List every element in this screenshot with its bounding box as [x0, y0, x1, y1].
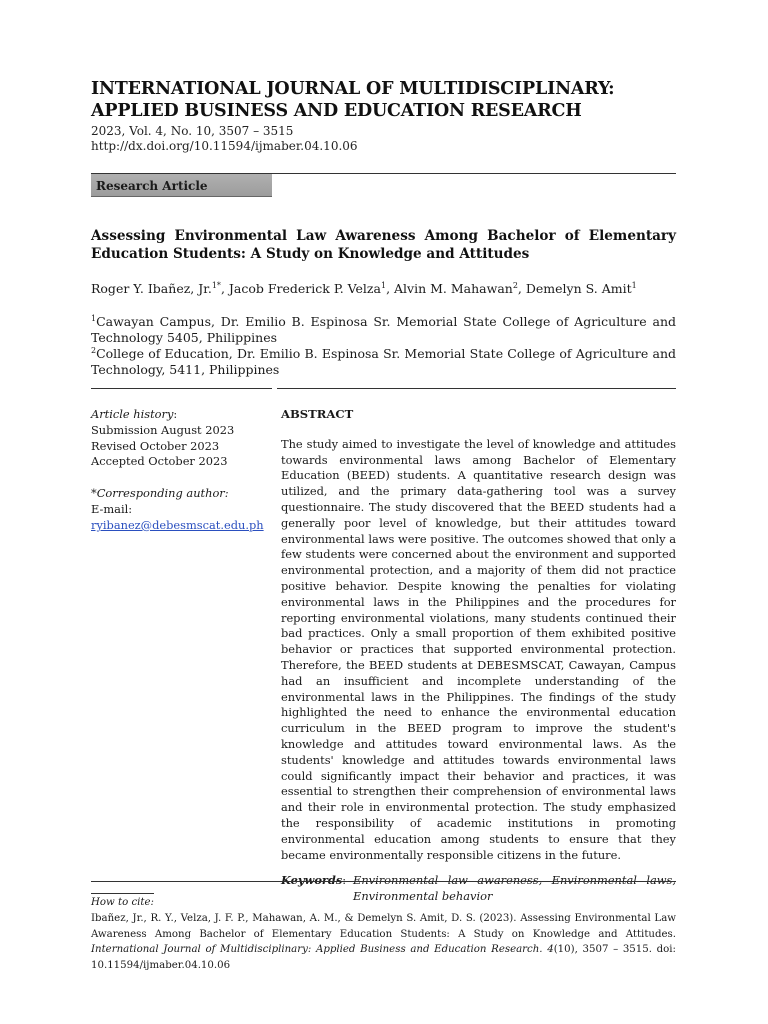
affiliation: $^2$College of Education, Dr. Emilio B. Espinosa Sr. Memorial State College of Agriculture and Technology, 5411, Philippines [91, 345, 676, 377]
author-name: Jacob Frederick P. Velza [228, 281, 381, 296]
author-sup: 1 [380, 280, 387, 290]
affiliation-list [91, 314, 676, 378]
abstract-heading: ABSTRACT [281, 407, 354, 421]
author-name: Demelyn S. Amit [525, 281, 632, 296]
volume-line: 2023, Vol. 4, No. 10, 3507 – 3515 [91, 124, 294, 138]
author-name: Roger Y. Ibañez, Jr. [91, 281, 212, 296]
email-link[interactable]: ryibanez@debesmscat.edu.ph [91, 517, 264, 532]
author-sup: 1* [211, 280, 221, 290]
paper-page [91, 78, 676, 972]
how-to-cite [91, 890, 676, 974]
email-label: E-mail: [91, 501, 133, 516]
abstract-body: The study aimed to investigate the level of knowledge and attitudes towards environmental laws among Bachelor of Elementary Education (BEED) students. A quantitative research design was utilized, and the primary data-gathering tool was a survey questionnaire. The study discovered that the BEED students had a generally poor level of knowledge, but their attitudes toward environmental laws were positive. The outcomes showed that only a few students were concerned about the environment and supported environmental protection, and a majority of them did not practice positive behavior. Despite knowing the penalties for violating environmental laws in the Philippines and the procedures for reporting environmental violations, many students continued their bad practices. Only a small proportion of them exhibited positive behavior or practices that supported environmental protection. Therefore, the BEED students at DEBESMSCAT, Cawayan, Campus had an insufficient and incomplete understanding of the environmental laws in the Philippines. The findings of the study highlighted the need to enhance the environmental education curriculum in the BEED program to improve the student's knowledge and attitudes toward environmental laws. As the students' knowledge and attitudes towards environmental laws could significantly impact their behavior and practices, it was essential to strengthen their comprehension of environmental laws and their role in environmental protection. The study emphasized the responsibility of academic institutions in promoting environmental education among students to ensure that they became environmentally responsible citizens in the future. [281, 436, 676, 862]
section-divider [91, 388, 676, 389]
revised-date: Revised October 2023 [91, 438, 220, 453]
article-info [91, 407, 272, 534]
citation-text: Ibañez, Jr., R. Y., Velza, J. F. P., Mahawan, A. M., & Demelyn S. Amit, D. S. (2023). Assessing Environmental Law Awareness Among Bachelor of Elementary Education Students: A Study on Knowledge and Attitudes. International Journal of Multidisciplinary: Applied Business and Education Research. 4(10), 3507 – 3515. doi: 10.11594/ijmaber.04.10.06 [91, 912, 676, 972]
author-sup: 2 [512, 280, 518, 290]
corresponding-label: *Corresponding author: [91, 486, 229, 501]
abstract-section [281, 407, 676, 905]
keywords-values: Environmental law awareness, Environmental laws, Environmental behavior [353, 873, 676, 904]
doi-link[interactable]: http://dx.doi.org/10.11594/ijmaber.04.10.06 [91, 139, 358, 153]
submission-date: Submission August 2023 [91, 422, 235, 437]
footer-rule [91, 881, 676, 882]
article-title: Assessing Environmental Law Awareness Among Bachelor of Elementary Education Students: A Study on Knowledge and Attitudes [91, 228, 676, 262]
journal-title: INTERNATIONAL JOURNAL OF MULTIDISCIPLINARY: APPLIED BUSINESS AND EDUCATION RESEARCH [91, 79, 615, 121]
history-label: Article history: [91, 407, 178, 421]
author-list: Roger Y. Ibañez, Jr.$^{1*}$, Jacob Frederick P. Velza$^1$, Alvin M. Mahawan$^2$, Demelyn S. Amit$^1$ [91, 280, 637, 296]
author-name: Alvin M. Mahawan [394, 281, 513, 296]
affiliation: $^1$Cawayan Campus, Dr. Emilio B. Espinosa Sr. Memorial State College of Agriculture and Technology 5405, Philippines [91, 313, 676, 345]
article-type-badge: Research Article [91, 174, 272, 197]
accepted-date: Accepted October 2023 [91, 454, 228, 469]
cite-label: How to cite: [91, 893, 154, 911]
keywords-label: Keywords: [281, 873, 347, 888]
author-sup: 1 [631, 280, 637, 290]
